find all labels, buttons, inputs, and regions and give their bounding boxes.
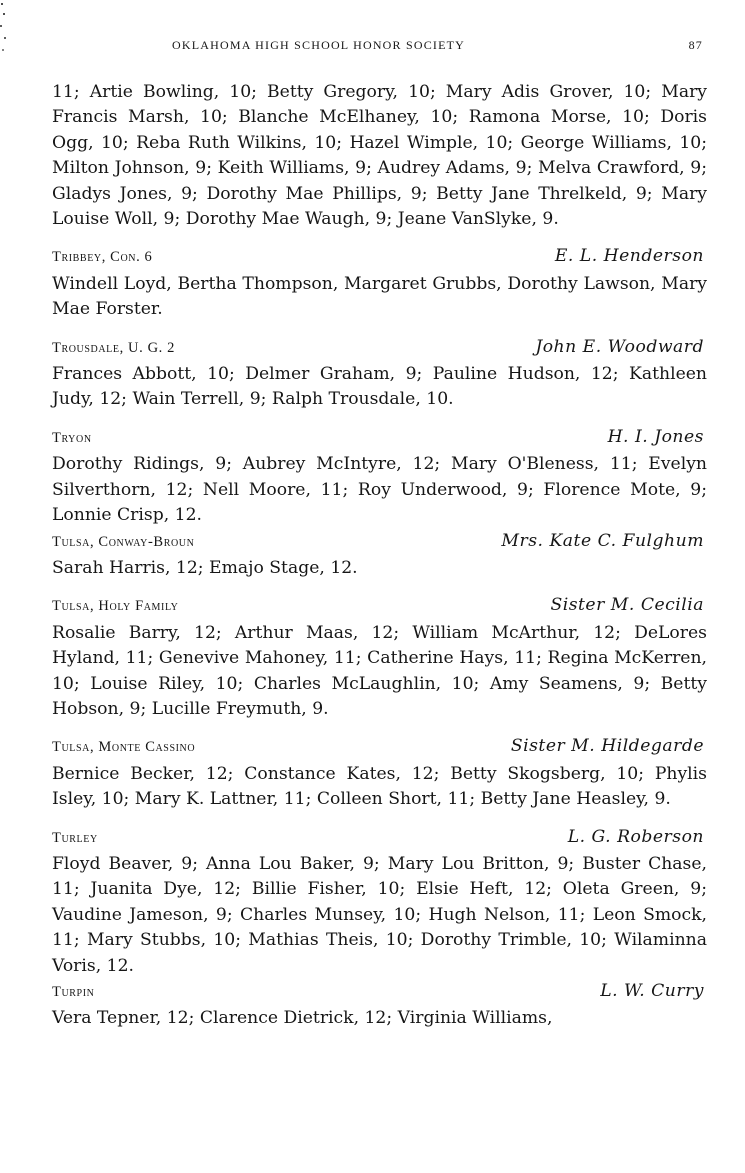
- entry-heading: [52, 425, 707, 451]
- entry-heading: [52, 734, 707, 760]
- sponsor-name: E. L. Henderson: [554, 246, 704, 267]
- school-name: Tulsa, Monte Cassino: [52, 739, 196, 756]
- school-name: Tribbey, Con. 6: [52, 249, 153, 266]
- running-head-title: OKLAHOMA HIGH SCHOOL HONOR SOCIETY: [172, 38, 466, 52]
- school-entry-tulsa-monte-cassino: [52, 734, 707, 812]
- sponsor-name: Sister M. Hildegarde: [510, 736, 704, 757]
- school-entry-turley: [52, 825, 707, 979]
- sponsor-name: L. W. Curry: [600, 981, 704, 1001]
- honor-student-list: Floyd Beaver, 9; Anna Lou Baker, 9; Mary Lou Britton, 9; Buster Chase, 11; Juanita Dye, 12; Billie Fisher, 10; Elsie Heft, 12; Oleta Green, 9; Vaudine Jameson, 9; Charles Munsey, 10; Hugh Nelson, 11; Leon Smock, 11; Mary Stubbs, 10; Mathias Theis, 10; Dorothy Trimble, 10; Wilaminna Voris, 12.: [52, 853, 707, 976]
- school-name: Tulsa, Holy Family: [52, 598, 179, 615]
- school-name: Trousdale, U. G. 2: [52, 339, 175, 356]
- entry-heading: [52, 825, 707, 851]
- honor-student-list: Rosalie Barry, 12; Arthur Maas, 12; William McArthur, 12; DeLores Hyland, 11; Genevive Mahoney, 11; Catherine Hays, 11; Regina McKerren, 10; Louise Riley, 10; Charles McLaughlin, 10; Amy Seamens, 9; Betty Hobson, 9; Lucille Freymuth, 9.: [52, 622, 707, 719]
- entry-heading: [52, 593, 707, 619]
- page-number: 87: [688, 38, 703, 52]
- school-entry-tulsa-holy-family: [52, 593, 707, 722]
- honor-student-list: Sarah Harris, 12; Emajo Stage, 12.: [52, 557, 358, 578]
- school-entry-trousdale: [52, 335, 707, 413]
- school-name: Turley: [52, 829, 98, 846]
- sponsor-name: L. G. Roberson: [567, 826, 704, 847]
- honor-student-list: Windell Loyd, Bertha Thompson, Margaret Grubbs, Dorothy Lawson, Mary Mae Forster.: [52, 273, 707, 320]
- sponsor-name: Sister M. Cecilia: [550, 595, 704, 616]
- entry-heading: [52, 979, 707, 1005]
- sponsor-name: Mrs. Kate C. Fulghum: [501, 530, 704, 551]
- honor-student-list: Vera Tepner, 12; Clarence Dietrick, 12; Virginia Williams,: [52, 1008, 553, 1029]
- school-entry-turpin: [52, 979, 707, 1032]
- school-name: Tulsa, Conway-Broun: [52, 533, 195, 550]
- sponsor-name: H. I. Jones: [607, 426, 704, 447]
- honor-student-list: Frances Abbott, 10; Delmer Graham, 9; Pauline Hudson, 12; Kathleen Judy, 12; Wain Terrell, 9; Ralph Trousdale, 10.: [52, 364, 707, 410]
- school-entry-tribbey: [52, 244, 707, 322]
- school-entry-tryon: [52, 425, 707, 529]
- page-body: [52, 80, 707, 1032]
- entry-heading: [52, 335, 707, 361]
- honor-student-list: Dorothy Ridings, 9; Aubrey McIntyre, 12; Mary O'Bleness, 11; Evelyn Silverthorn, 12; Nell Moore, 11; Roy Underwood, 9; Florence Mote, 9; Lonnie Crisp, 12.: [52, 454, 707, 526]
- continued-name-list: 11; Artie Bowling, 10; Betty Gregory, 10; Mary Adis Grover, 10; Mary Francis Marsh, 10; Blanche McElhaney, 10; Ramona Morse, 10; Doris Ogg, 10; Reba Ruth Wilkins, 10; Hazel Wimple, 10; George Williams, 10; Milton Johnson, 9; Keith Williams, 9; Audrey Adams, 9; Melva Crawford, 9; Gladys Jones, 9; Dorothy Mae Phillips, 9; Betty Jane Threlkeld, 9; Mary Louise Woll, 9; Dorothy Mae Waugh, 9; Jeane VanSlyke, 9.: [52, 82, 707, 230]
- sponsor-name: John E. Woodward: [535, 336, 704, 357]
- school-name: Tryon: [52, 429, 92, 446]
- school-entry-tulsa-conway-broun: [52, 529, 707, 582]
- entry-heading: [52, 244, 707, 270]
- running-head: [0, 38, 745, 58]
- school-name: Turpin: [52, 984, 95, 1000]
- entry-heading: [52, 529, 707, 555]
- honor-student-list: Bernice Becker, 12; Constance Kates, 12; Betty Skogsberg, 10; Phylis Isley, 10; Mary K. Lattner, 11; Colleen Short, 11; Betty Jane Heasley, 9.: [52, 763, 707, 810]
